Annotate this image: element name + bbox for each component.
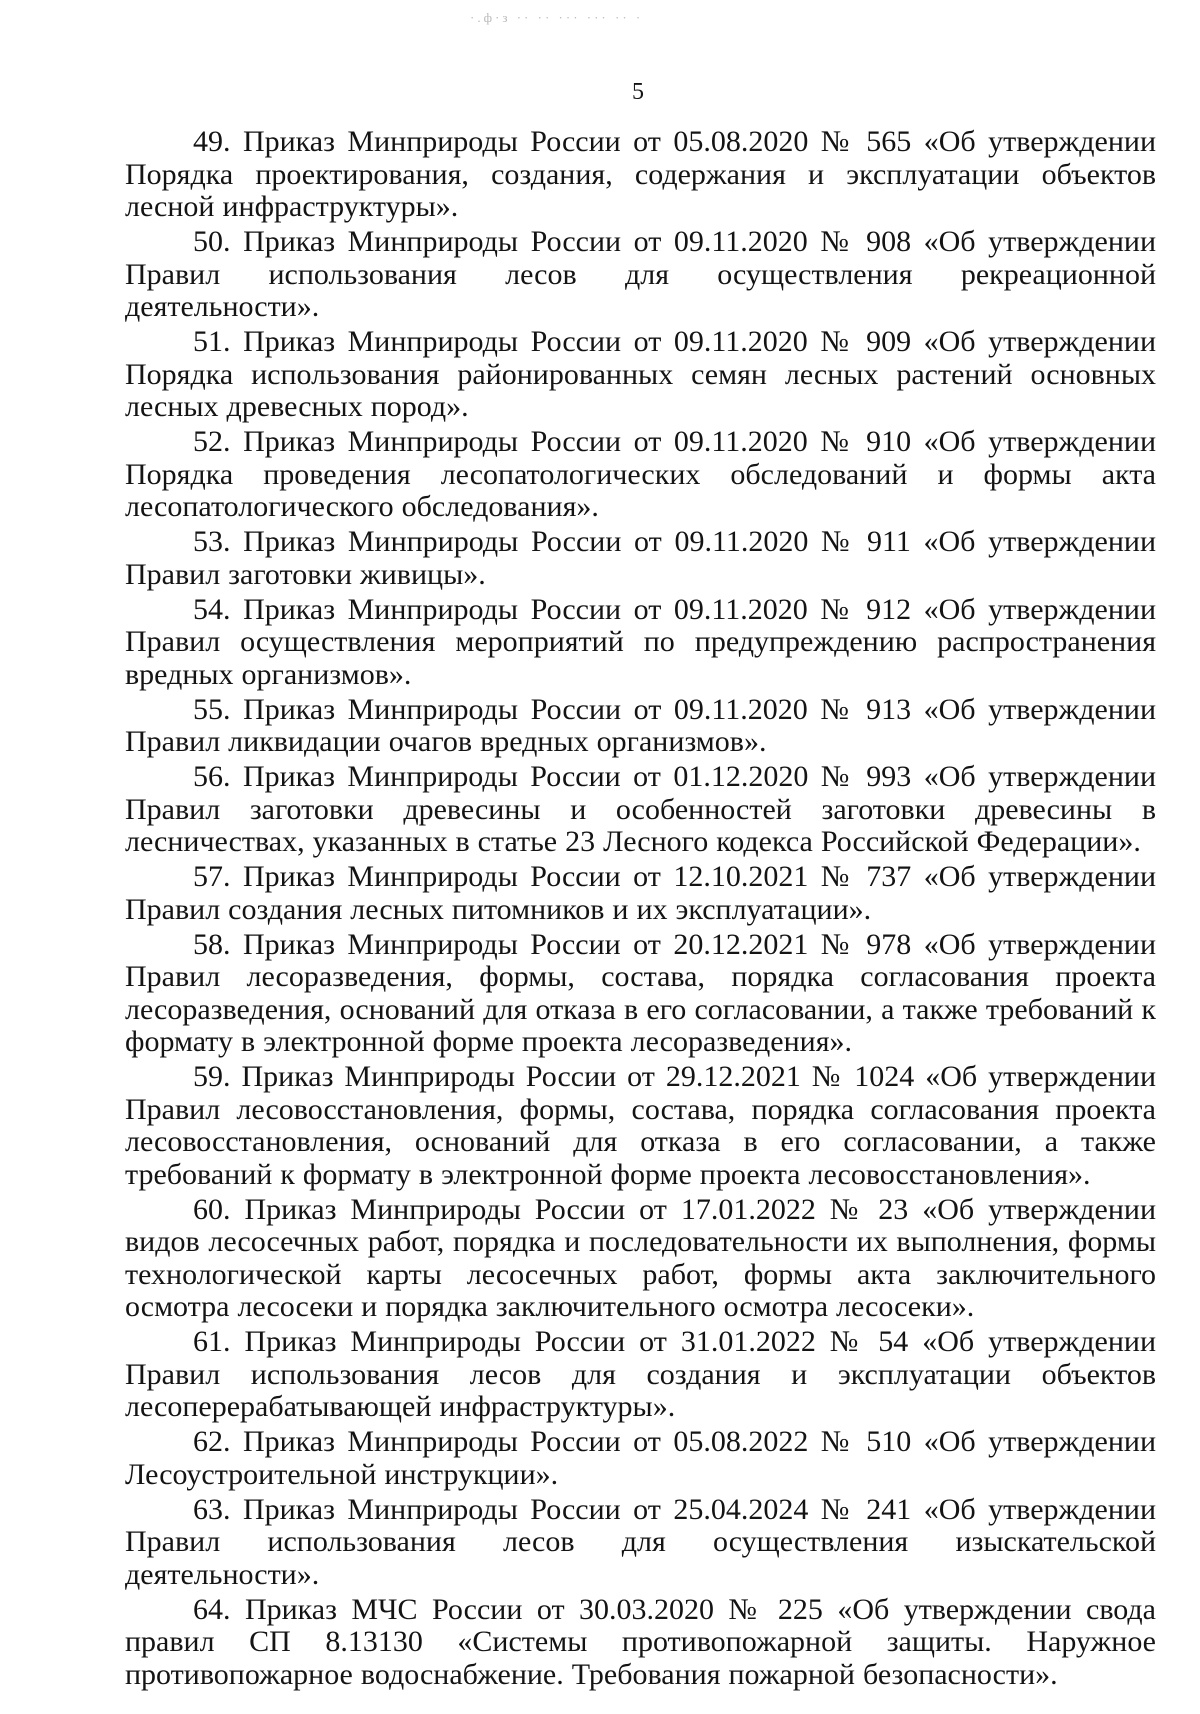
- list-item: [125, 1494, 1156, 1592]
- list-item-number: 51.: [193, 325, 231, 358]
- list-item-text: Приказ Минприроды России от 09.11.2020 № 911 «Об утверждении Правил заготовки живицы».: [125, 525, 1156, 591]
- list-item-number: 54.: [193, 592, 231, 626]
- list-item: [125, 929, 1156, 1059]
- list-item: [125, 426, 1156, 524]
- list-item: [125, 226, 1156, 324]
- page-number: 5: [632, 79, 644, 105]
- list-item: [125, 1426, 1156, 1491]
- list-item-number: 57.: [193, 860, 231, 893]
- list-item-text: Приказ Минприроды России от 25.04.2024 № 241 «Об утверждении Правил использования лесов для осуществления изыскательской деятельности».: [125, 1492, 1156, 1591]
- list-item-number: 58.: [193, 927, 231, 961]
- list-item-text: Приказ Минприроды России от 17.01.2022 № 23 «Об утверждении видов лесосечных работ, порядка и последовательности их выполнения, формы технологической карты лесосечных работ, формы акта заключительного осмотра лесосеки и порядка заключительного осмотра лесосеки».: [125, 1192, 1156, 1323]
- list-item-number: 60.: [193, 1192, 231, 1226]
- list-item-number: 64.: [193, 1592, 231, 1626]
- list-item-text: Приказ Минприроды России от 09.11.2020 № 909 «Об утверждении Порядка использования районированных семян лесных растений основных лесных древесных пород».: [125, 325, 1157, 423]
- list-item: [125, 761, 1156, 859]
- list-item: [125, 1061, 1156, 1191]
- list-item: [125, 1594, 1156, 1692]
- list-item-number: 55.: [193, 692, 231, 726]
- list-item-text: Приказ Минприроды России от 01.12.2020 № 993 «Об утверждении Правил заготовки древесины и особенностей заготовки древесины в лесничествах, указанных в статье 23 Лесного кодекса Российской Федерации».: [125, 760, 1156, 858]
- list-item-text: Приказ Минприроды России от 09.11.2020 № 910 «Об утверждении Порядка проведения лесопатологических обследований и формы акта лесопатологического обследования».: [125, 425, 1157, 523]
- list-item-number: 56.: [193, 760, 231, 793]
- list-item-number: 62.: [193, 1425, 231, 1458]
- list-item-number: 59.: [193, 1060, 231, 1093]
- list-item: [125, 526, 1156, 591]
- list-item-text: Приказ Минприроды России от 05.08.2020 № 565 «Об утверждении Порядка проектирования, создания, содержания и эксплуатации объектов лесной инфраструктуры».: [125, 125, 1156, 223]
- list-item-number: 50.: [193, 225, 231, 258]
- list-item-text: Приказ Минприроды России от 09.11.2020 № 908 «Об утверждении Правил использования лесов для осуществления рекреационной деятельности».: [125, 225, 1157, 323]
- list-item-text: Приказ Минприроды России от 31.01.2022 № 54 «Об утверждении Правил использования лесов для создания и эксплуатации объектов лесоперерабатывающей инфраструктуры».: [125, 1325, 1156, 1423]
- scan-artifact-text: ·.ф·з ·· ·· ··· ··· ·· ·: [470, 10, 644, 25]
- legal-acts-list: [125, 126, 1156, 1694]
- list-item-number: 49.: [193, 125, 231, 158]
- list-item: [125, 694, 1156, 759]
- list-item-text: Приказ Минприроды России от 09.11.2020 № 913 «Об утверждении Правил ликвидации очагов вредных организмов».: [125, 692, 1157, 758]
- list-item: [125, 861, 1156, 926]
- list-item-number: 53.: [193, 525, 231, 558]
- list-item-number: 61.: [193, 1325, 231, 1358]
- list-item-text: Приказ Минприроды России от 09.11.2020 № 912 «Об утверждении Правил осуществления мероприятий по предупреждению распространения вредных организмов».: [125, 592, 1157, 691]
- list-item-number: 52.: [193, 425, 231, 458]
- list-item: [125, 1194, 1156, 1324]
- list-item-text: Приказ Минприроды России от 20.12.2021 № 978 «Об утверждении Правил лесоразведения, формы, состава, порядка согласования проекта лесоразведения, оснований для отказа в его согласовании, а также требований к формату в электронной форме проекта лесоразведения».: [125, 927, 1156, 1058]
- list-item-text: Приказ МЧС России от 30.03.2020 № 225 «Об утверждении свода правил СП 8.13130 «Системы противопожарной защиты. Наружное противопожарное водоснабжение. Требования пожарной безопасности».: [125, 1592, 1156, 1691]
- list-item-text: Приказ Минприроды России от 05.08.2022 № 510 «Об утверждении Лесоустроительной инструкции».: [125, 1425, 1156, 1491]
- list-item-number: 63.: [193, 1492, 231, 1526]
- list-item: [125, 594, 1156, 692]
- list-item: [125, 1326, 1156, 1424]
- list-item: [125, 326, 1156, 424]
- list-item: [125, 126, 1156, 224]
- list-item-text: Приказ Минприроды России от 29.12.2021 № 1024 «Об утверждении Правил лесовосстановления, формы, состава, порядка согласования проекта лесовосстановления, оснований для отказа в его согласовании, а также требований к формату в электронной форме проекта лесовосстановления».: [125, 1060, 1156, 1191]
- list-item-text: Приказ Минприроды России от 12.10.2021 № 737 «Об утверждении Правил создания лесных питомников и их эксплуатации».: [125, 860, 1156, 926]
